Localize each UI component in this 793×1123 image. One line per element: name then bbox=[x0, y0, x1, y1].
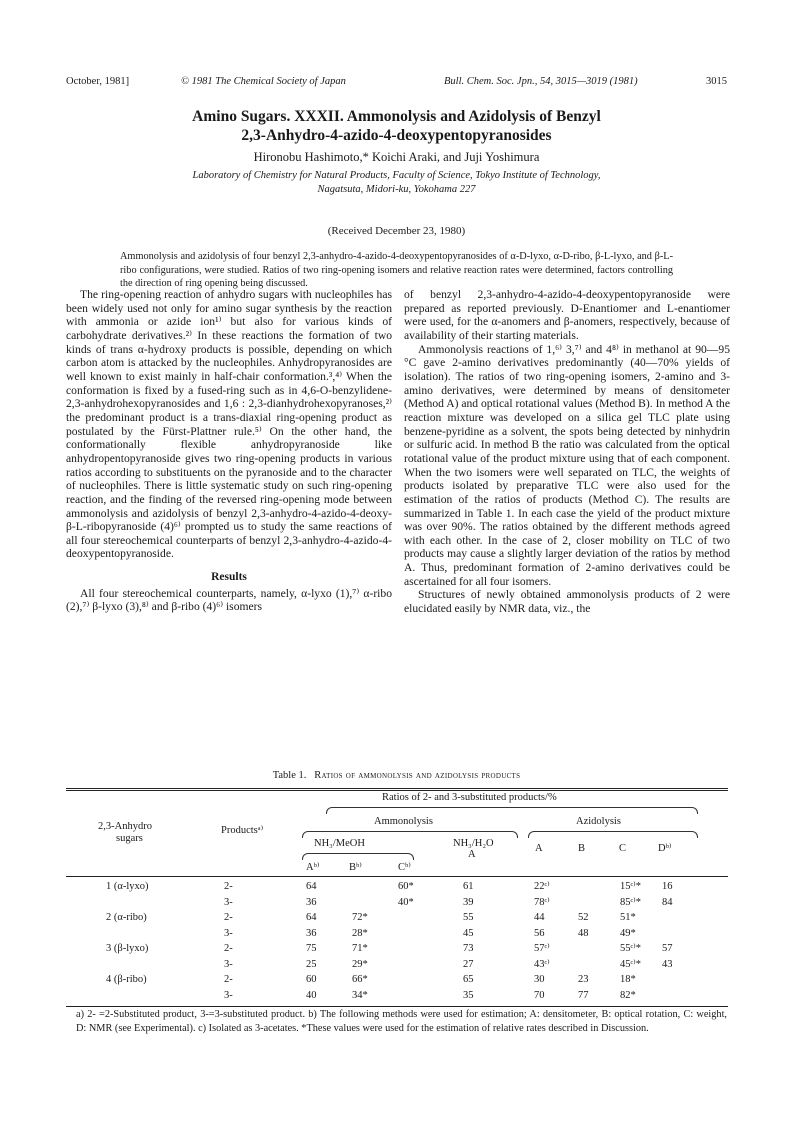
table-cell-zb: 77 bbox=[578, 989, 589, 1001]
table-cell-a: 40 bbox=[306, 989, 317, 1001]
table-cell-sugar: 1 (α-lyxo) bbox=[106, 881, 149, 892]
header-products: Productsᵃ⁾ bbox=[221, 825, 264, 836]
table-cell-zc: 18* bbox=[620, 974, 636, 985]
table-cell-aq: 45 bbox=[463, 927, 474, 939]
table-cell-zd: 84 bbox=[662, 896, 673, 908]
paper-title bbox=[66, 107, 727, 145]
authors: Hironobu Hashimoto,* Koichi Araki, and Juji Yoshimura bbox=[253, 150, 540, 164]
table-cell-aq: 65 bbox=[463, 974, 474, 985]
table-cell-za: 44 bbox=[534, 912, 545, 923]
table-top-rule-double bbox=[66, 790, 728, 791]
received-date: (Received December 23, 1980) bbox=[327, 225, 466, 237]
table-cell-prod: 2- bbox=[224, 881, 233, 892]
table-cell-aq: 73 bbox=[463, 943, 474, 954]
left-column bbox=[66, 288, 392, 614]
affiliation-line-1: Laboratory of Chemistry for Natural Products, Faculty of Science, Tokyo Institute of Technology, bbox=[192, 170, 601, 181]
table-cell-prod: 2- bbox=[224, 974, 233, 985]
table-top-rule bbox=[66, 788, 728, 789]
table-cell-a: 75 bbox=[306, 943, 317, 954]
running-header bbox=[66, 76, 727, 90]
table-cell-aq: 61 bbox=[463, 881, 474, 892]
ratios-brace bbox=[326, 807, 698, 814]
header-copyright: © 1981 The Chemical Society of Japan bbox=[181, 76, 346, 87]
header-journal: Bull. Chem. Soc. Jpn., 54, 3015—3019 (1981) bbox=[444, 76, 638, 87]
table-caption-text: Ratios of ammonolysis and azidolysis products bbox=[314, 770, 521, 781]
table-cell-zb: 23 bbox=[578, 974, 589, 985]
title-line-1: Amino Sugars. XXXII. Ammonolysis and Azidolysis of Benzyl bbox=[192, 108, 601, 125]
results-paragraph: All four stereochemical counterparts, namely, α-lyxo (1),⁷⁾ α-ribo (2),⁷⁾ β-lyxo (3),⁸⁾ and β-ribo (4)⁶⁾ isomers bbox=[66, 586, 392, 614]
table-header-rule bbox=[66, 876, 728, 877]
table-cell-zb: 48 bbox=[578, 927, 589, 939]
ratios-table bbox=[66, 788, 728, 1008]
table-cell-c: 60* bbox=[398, 881, 414, 892]
table-cell-sugar: 4 (β-ribo) bbox=[106, 974, 147, 985]
header-az-b: B bbox=[578, 843, 586, 854]
header-nh3-h2o: NH₃/H₂O bbox=[453, 838, 494, 849]
table-cell-zd: 16 bbox=[662, 881, 673, 892]
table-footnotes: a) 2- =2-Substituted product, 3-=3-substituted product. b) The following methods were used for estimation; A: densitometer, B: optical rotation, C: weight, D: NMR (see Experimental). c) Isolated as 3-acetates. *These values were used for the estimation of relative rates described in Discussion. bbox=[76, 1009, 727, 1034]
header-nh3-h2o-method: A bbox=[468, 849, 476, 860]
table-cell-zc: 15ᶜ⁾* bbox=[620, 881, 642, 892]
azidolysis-brace bbox=[528, 831, 698, 838]
table-cell-prod: 3- bbox=[224, 989, 233, 1001]
header-am-b: Bᵇ⁾ bbox=[349, 862, 362, 873]
table-cell-a: 60 bbox=[306, 974, 317, 985]
table-cell-za: 22ᶜ⁾ bbox=[534, 881, 550, 892]
table-cell-zc: 51* bbox=[620, 912, 636, 923]
table-cell-a: 64 bbox=[306, 881, 317, 892]
right-paragraph-1: of benzyl 2,3-anhydro-4-azido-4-deoxypentopyranoside were prepared as reported previously. D-Enantiomer and L-enantiomer were used, for the α-anomers and β-anomers, respectively, because of availability of their starting materials. bbox=[404, 288, 730, 342]
header-az-a: A bbox=[535, 843, 543, 854]
table-cell-b: 29* bbox=[352, 958, 368, 970]
table-cell-prod: 3- bbox=[224, 958, 233, 970]
header-azidolysis: Azidolysis bbox=[576, 816, 621, 827]
table-cell-aq: 55 bbox=[463, 912, 474, 923]
header-sugars-line-1: 2,3-Anhydro bbox=[98, 821, 152, 832]
table-cell-zd: 43 bbox=[662, 958, 673, 970]
table-cell-sugar: 3 (β-lyxo) bbox=[106, 943, 149, 954]
right-paragraph-3: Structures of newly obtained ammonolysis products of 2 were elucidated easily by NMR data, viz., the bbox=[404, 588, 730, 616]
intro-paragraph: The ring-opening reaction of anhydro sugars with nucleophiles has been widely used not only for amino sugar synthesis by the reaction with ammonia or azide ion¹⁾ but also for various kinds of carbohydrate derivatives.²⁾ In these reactions the formation of two kinds of trans α-hydroxy products is possible, depending on which carbon atom is attacked by the nucleophiles. Anhydropyranosides are well known to exist mainly in half-chair conformation.³,⁴⁾ When the conformation is fixed by a fused-ring such as in 4,6-O-benzylidene-2,3-anhydrohexopyranosides and 1,6 : 2,3-dianhydrohexopyranoses,²⁾ the predominant product is a trans-diaxial ring-opening product as postulated by the Fürst-Plattner rule.⁵⁾ On the other hand, the conformationally flexible anhydropyranoside like anhydropentopyranoside gives two ring-opening products in various ratios according to substituents on the pyranoside and to the character of nucleophiles. There is little systematic study on such ring-opening reaction, and the finding of the reversed ring-opening mode between ammonolysis and azidolysis of benzyl 2,3-anhydro-4-azido-4-deoxy-β-L-ribopyranoside (4)⁶⁾ prompted us to study the same reactions of all four stereochemical counterparts of benzyl 2,3-anhydro-4-azido-4-deoxypentopyranoside. bbox=[66, 288, 392, 561]
table-cell-zc: 49* bbox=[620, 927, 636, 939]
affiliation bbox=[66, 169, 727, 197]
header-ratios: Ratios of 2- and 3-substituted products/% bbox=[382, 792, 557, 803]
table-cell-za: 70 bbox=[534, 989, 545, 1001]
table-cell-za: 56 bbox=[534, 927, 545, 939]
results-heading: Results bbox=[211, 571, 247, 584]
table-cell-prod: 3- bbox=[224, 927, 233, 939]
header-page-number: 3015 bbox=[706, 76, 727, 87]
table-cell-a: 64 bbox=[306, 912, 317, 923]
table-cell-a: 25 bbox=[306, 958, 317, 970]
table-cell-aq: 35 bbox=[463, 989, 474, 1001]
table-cell-a: 36 bbox=[306, 927, 317, 939]
header-nh3-meoh: NH₃/MeOH bbox=[314, 838, 365, 849]
table-cell-zc: 55ᶜ⁾* bbox=[620, 943, 642, 954]
table-cell-sugar: 2 (α-ribo) bbox=[106, 912, 147, 923]
header-am-a: Aᵇ⁾ bbox=[306, 862, 320, 873]
table-cell-zc: 45ᶜ⁾* bbox=[620, 958, 642, 970]
table-cell-aq: 27 bbox=[463, 958, 474, 970]
table-cell-b: 28* bbox=[352, 927, 368, 939]
table-cell-c: 40* bbox=[398, 896, 414, 908]
table-cell-prod: 3- bbox=[224, 896, 233, 908]
table-caption bbox=[66, 770, 727, 781]
table-cell-aq: 39 bbox=[463, 896, 474, 908]
table-bottom-rule bbox=[66, 1006, 728, 1007]
header-ammonolysis: Ammonolysis bbox=[374, 816, 433, 827]
table-caption-number: Table 1. bbox=[272, 770, 307, 781]
header-date: October, 1981] bbox=[66, 76, 130, 87]
header-sugars-line-2: sugars bbox=[116, 833, 143, 844]
table-cell-za: 43ᶜ⁾ bbox=[534, 958, 550, 970]
table-cell-zd: 57 bbox=[662, 943, 673, 954]
table-cell-prod: 2- bbox=[224, 912, 233, 923]
header-am-c: Cᵇ⁾ bbox=[398, 862, 411, 873]
affiliation-line-2: Nagatsuta, Midori-ku, Yokohama 227 bbox=[317, 184, 476, 195]
table-cell-zc: 82* bbox=[620, 989, 636, 1001]
table-cell-za: 30 bbox=[534, 974, 545, 985]
table-cell-zc: 85ᶜ⁾* bbox=[620, 896, 642, 908]
table-cell-a: 36 bbox=[306, 896, 317, 908]
abstract: Ammonolysis and azidolysis of four benzyl 2,3-anhydro-4-azido-4-deoxypentopyranosides of α-D-lyxo, α-D-ribo, β-L-lyxo, and β-L-ribo configurations, were studied. Ratios of two ring-opening isomers and relative reaction rates were determined, factors controlling the direction of ring opening being discussed. bbox=[120, 251, 673, 289]
table-cell-b: 34* bbox=[352, 989, 368, 1001]
table-cell-prod: 2- bbox=[224, 943, 233, 954]
header-az-d: Dᵇ⁾ bbox=[658, 843, 672, 854]
table-cell-zb: 52 bbox=[578, 912, 589, 923]
table-cell-za: 57ᶜ⁾ bbox=[534, 943, 550, 954]
meoh-brace bbox=[302, 853, 414, 860]
title-line-2: 2,3-Anhydro-4-azido-4-deoxypentopyranosides bbox=[241, 127, 552, 144]
ammonolysis-brace bbox=[302, 831, 518, 838]
table-cell-za: 78ᶜ⁾ bbox=[534, 896, 550, 908]
right-paragraph-2: Ammonolysis reactions of 1,⁶⁾ 3,⁷⁾ and 4⁸⁾ in methanol at 90—95 °C gave 2-amino derivatives predominantly (40—70% yields of isolation). The ratios of two ring-opening isomers, 2-amino and 3-amino derivatives, were determined by means of densitometer (Method A) and optical rotational values (Method B). In method A the reaction mixture was developed on a silica gel TLC plate using benzene-pyridine as a solvent, the spots being detected by ninhydrin or sulfuric acid. In method B the ratio was calculated from the optical rotational value of the product mixture using that of each component. When the two isomers were well separated on TLC, the weights of products isolated by preparative TLC were also used for the estimation of the ratios of products (Method C). The results are summarized in Table 1. In each case the yield of the product mixture was over 90%. The ratios obtained by the different methods agreed with each other. In the case of 2, closer mobility on TLC of two products may cause a slightly larger deviation of the ratios by method A. Thus, predominant formation of 2-amino derivatives could be ascertained for all four isomers. bbox=[404, 342, 730, 588]
header-az-c: C bbox=[619, 843, 627, 854]
right-column bbox=[404, 288, 730, 616]
table-cell-b: 66* bbox=[352, 974, 368, 985]
table-cell-b: 72* bbox=[352, 912, 368, 923]
table-cell-b: 71* bbox=[352, 943, 368, 954]
